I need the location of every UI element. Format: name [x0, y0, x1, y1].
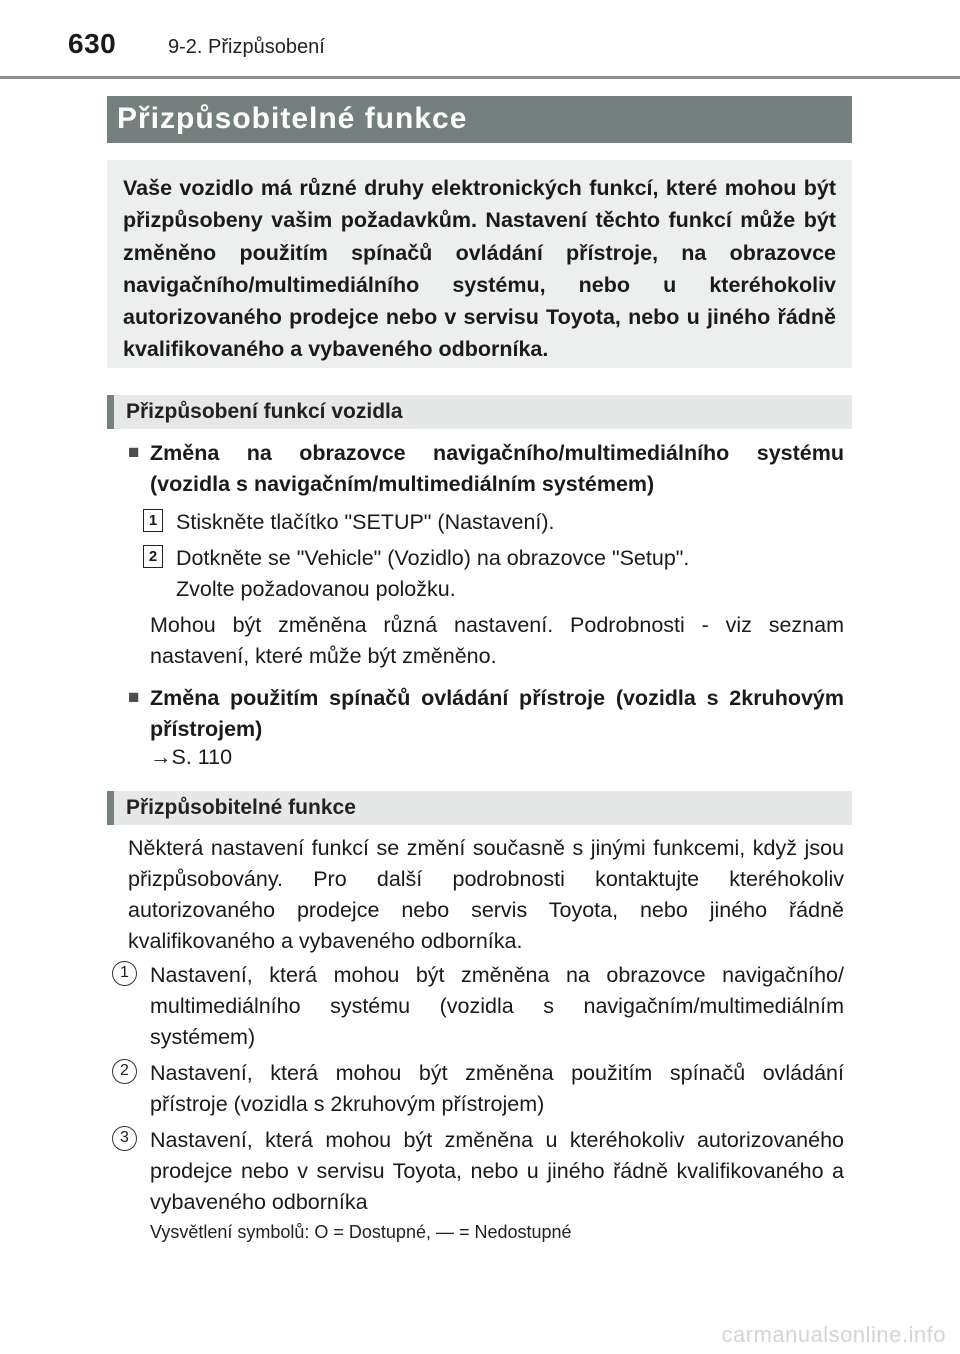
feature-item-text: Nastavení, která mohou být změněna u kteréhokoliv autorizovaného prodejce nebo v servisu Toyota, nebo u jiného řádně kvalifikovaného a vybaveného odborníka [150, 1128, 844, 1214]
square-bullet-icon: ■ [128, 687, 140, 708]
step-number-badge: 1 [143, 509, 163, 532]
step-text-continued: Zvolte požadovanou položku. [176, 577, 456, 601]
watermark: carmanualsonline.info [721, 1322, 946, 1347]
step-text: Stiskněte tlačítko "SETUP" (Nastavení). [176, 510, 555, 534]
bullet-navigation-screen [128, 438, 844, 500]
bullet-text: Změna použitím spínačů ovládání přístroje (vozidla s 2kruhovým přístrojem) [150, 686, 844, 741]
feature-item-text: Nastavení, která mohou být změněna na obrazovce navigačního/ multimediálního systému (vozidla s navigačním/multimediálním systémem) [150, 963, 844, 1049]
features-paragraph: Některá nastavení funkcí se změní současně s jinými funkcemi, když jsou přizpůsobovány. Pro další podrobnosti kontaktujte kteréhokoliv autorizovaného prodejce nebo servis Toyota, nebo jiného řádně kvalifikovaného a vybaveného odborníka. [128, 836, 844, 953]
settings-note: Mohou být změněna různá nastavení. Podrobnosti - viz seznam nastavení, které může být změněno. [150, 613, 844, 668]
page-title: Přizpůsobitelné funkce [117, 102, 468, 135]
step-number-badge: 2 [143, 545, 163, 568]
square-bullet-icon: ■ [128, 442, 140, 463]
intro-box [107, 160, 852, 368]
page-reference-link[interactable]: →S. 110 [150, 745, 233, 769]
feature-item-1 [112, 960, 844, 1053]
circled-number-icon: 2 [112, 1059, 137, 1084]
bullet-meter-switches [128, 683, 844, 745]
circled-number-icon: 1 [112, 961, 137, 986]
feature-item-3 [112, 1125, 844, 1218]
page-number: 630 [68, 28, 117, 59]
feature-item-2 [112, 1058, 844, 1120]
page-header [0, 0, 960, 80]
bullet-text: Změna na obrazovce navigačního/multimediálního systému (vozidla s navigačním/multimediálním systémem) [150, 441, 844, 496]
step-text: Dotkněte se "Vehicle" (Vozidlo) na obrazovce "Setup". [176, 546, 690, 570]
title-banner [107, 96, 852, 143]
subheading-customizable-features [107, 791, 852, 825]
subheading-label: Přizpůsobení funkcí vozidla [126, 400, 403, 423]
feature-item-text: Nastavení, která mohou být změněna použitím spínačů ovládání přístroje (vozidla s 2kruhovým přístrojem) [150, 1061, 844, 1116]
step-2 [143, 543, 843, 605]
subheading-label: Přizpůsobitelné funkce [126, 796, 356, 819]
subheading-vehicle-customization [107, 395, 852, 429]
circled-number-icon: 3 [112, 1126, 137, 1151]
intro-text: Vaše vozidlo má různé druhy elektronických funkcí, které mohou být přizpůsobeny vašim požadavkům. Nastavení těchto funkcí může být změněno použitím spínačů ovládání přístroje, na obrazovce navigačního/multimediálního systému, nebo u kteréhokoliv autorizovaného prodejce nebo v servisu Toyota, nebo u jiného řádně kvalifikovaného a vybaveného odborníka. [123, 176, 836, 362]
header-divider [0, 76, 960, 79]
symbol-legend: Vysvětlení symbolů: O = Dostupné, — = Nedostupné [150, 1222, 572, 1242]
step-1 [143, 507, 843, 538]
section-reference: 9-2. Přizpůsobení [168, 36, 325, 58]
